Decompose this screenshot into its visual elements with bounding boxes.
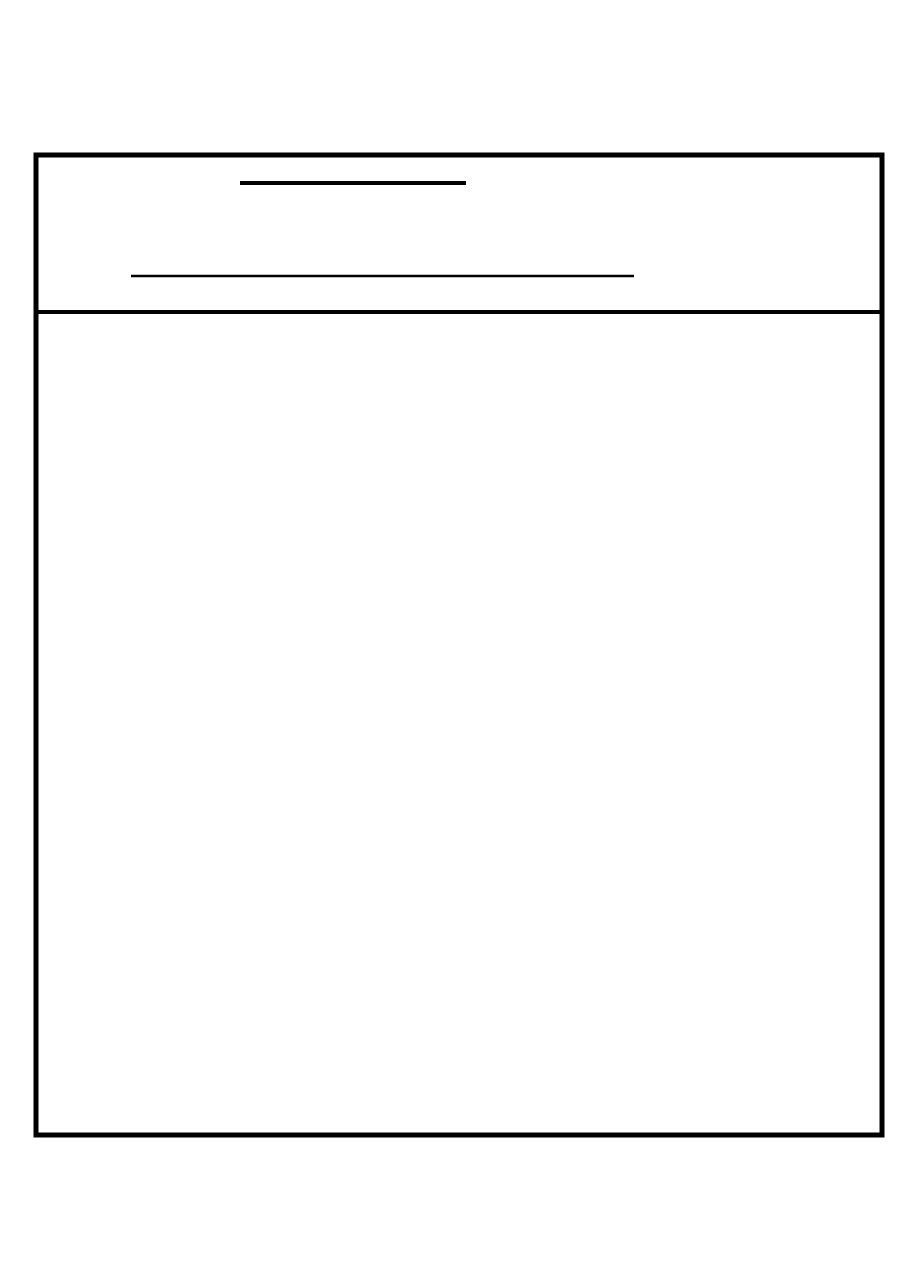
col-ex1-header [424,186,466,274]
col-fitness-header [527,160,577,275]
col-ex2-header [379,186,421,274]
col-skill1-header [334,186,376,274]
table-border [36,155,882,1135]
col-attendance-header [582,160,630,275]
col-skill2-header [288,186,330,274]
col-activities-header [471,160,521,275]
col-skill3-header [242,186,284,274]
